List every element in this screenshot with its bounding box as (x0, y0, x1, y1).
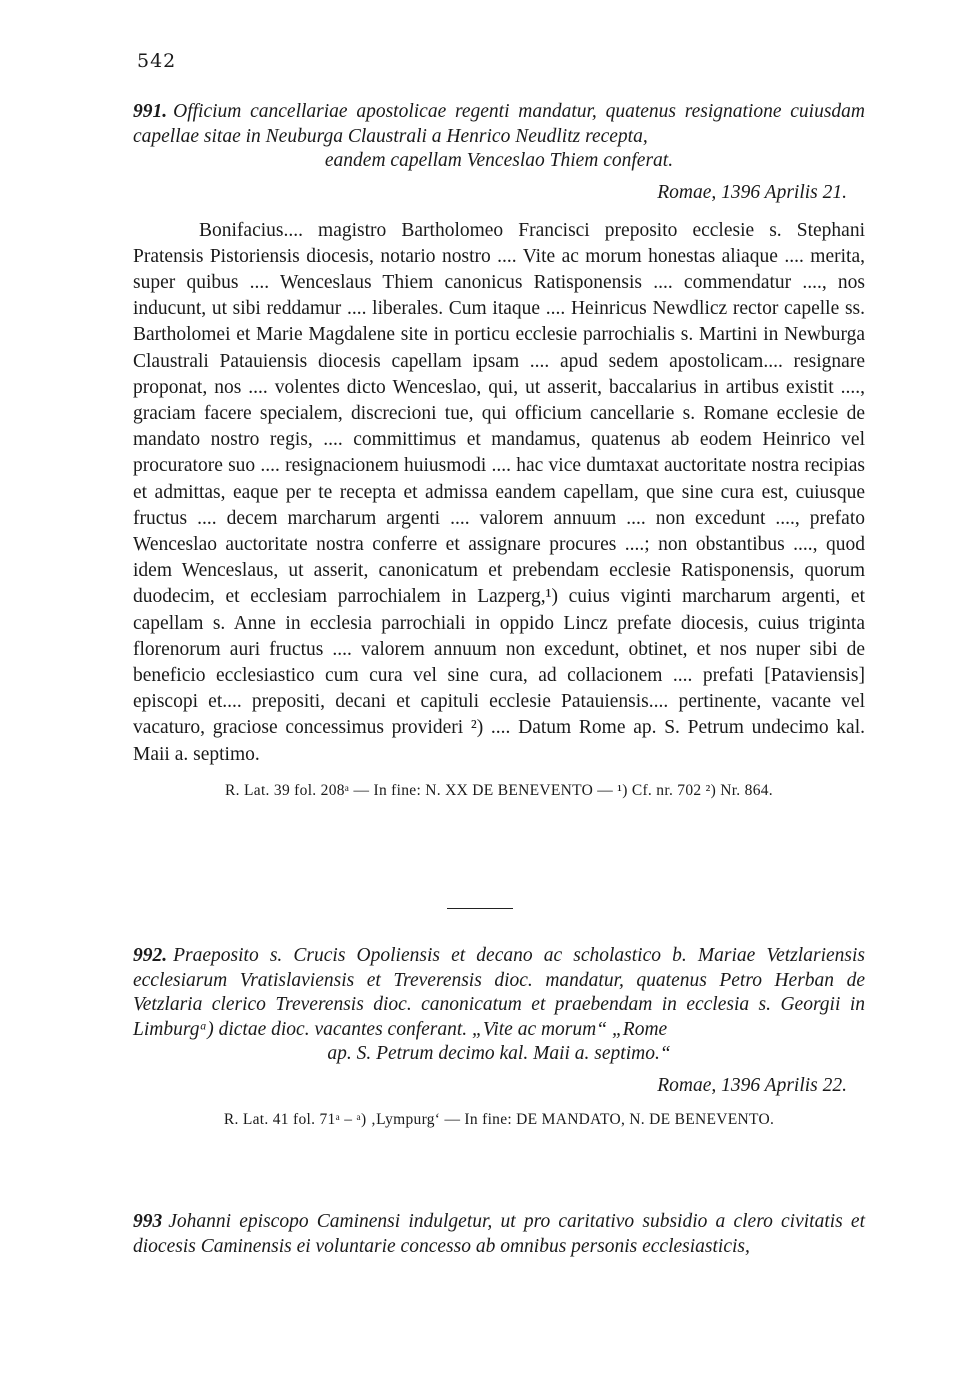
regest (133, 944, 865, 1067)
regest-text: Praeposito s. Crucis Opoliensis et decano ac scholastico b. Mariae Vetzlariensis ecclesiarum Vratislaviensis et Treverensis dioc. mandatur, quatenus Petro Herban de Vetzlaria clerico Treverensis dioc. canonicatum et praebendam in ecclesia s. Georgii in Limburgᵃ) dictae dioc. vacantes conferant. „Vite ac morum“ „Rome (133, 945, 865, 1040)
source-note: R. Lat. 39 fol. 208ᵃ — In fine: N. XX DE BENEVENTO — ¹) Cf. nr. 702 ²) Nr. 864. (225, 781, 773, 799)
entry-993 (133, 1210, 865, 1259)
date-line: Romae, 1396 Aprilis 21. (657, 181, 847, 203)
regest-text: Officium cancellariae apostolicae regenti mandatur, quatenus resignatione cuiusdam capellae sitae in Neuburga Claustrali a Henrico Neudlitz recepta, (133, 101, 865, 147)
regest-text: Johanni episcopo Caminensi indulgetur, ut pro caritativo subsidio a clero civitatis et diocesis Caminensis ei voluntarie concesso ab omnibus personis ecclesiasticis, (133, 1211, 865, 1257)
regest-last-line: eandem capellam Venceslao Thiem conferat. (324, 150, 674, 171)
separator-rule (447, 908, 513, 909)
regest (133, 1210, 865, 1259)
regest (133, 100, 865, 174)
entry-number: 991. (133, 101, 168, 122)
date-line: Romae, 1396 Aprilis 22. (657, 1074, 847, 1096)
entry-number: 993 (133, 1211, 163, 1232)
document-body: Bonifacius.... magistro Bartholomeo Francisci preposito ecclesie s. Stephani Pratensis Pistoriensis diocesis, notario nostro .... Vite ac morum honestas aliaque .... merita, super quibus .... Wenceslaus Thiem canonicus Ratisponensis .... commendatur ...., nos inducunt, ut sibi reddamur .... liberales. Cum itaque .... Heinricus Newdlicz rector capelle ss. Bartholomei et Marie Magdalene site in porticu ecclesie parrochialis s. Martini in Newburga Claustrali Patauiensis diocesis capellam ipsam .... apud sedem apostolicam.... resignare proponat, nos .... volentes dicto Wenceslao, qui, ut asserit, baccalarius in artibus existit ...., graciam facere specialem, discrecioni tue, qui officium cancellarie s. Romane ecclesie de mandato nostro regis, .... committimus et mandamus, quatenus ab eodem Heinrico vel procuratore suo .... resignacionem huiusmodi .... hac vice dumtaxat auctoritate nostra recipias et admittas, eaque per te recepta et admissa eandem capellam, que sine cura est, cuiusque fructus .... decem marcharum argenti .... valorem annuum .... non excedunt ...., prefato Wenceslao auctoritate nostra conferre et assignare procures ....; non obstantibus ...., quod idem Wenceslaus, ut asserit, canonicatum et prebendam ecclesie Ratisponensis, quorum duodecim, et ecclesiam parrochialem in Lazperg,¹) cuius viginti marcharum argenti, et capellam s. Anne in ecclesia parrochiali in oppido Lincz prefate diocesis, cuius triginta florenorum auri fructus .... valorem annuum non excedunt, obtinet, et nos nuper sibi de beneficio ecclesiastico cum cura vel sine cura, ad collacionem .... prefati [Pataviensis] episcopi et.... prepositi, decani et capituli ecclesie Patauiensis.... pertinente, vacante vel vacaturo, graciose concessimus provideri ²) .... Datum Rome ap. S. Petrum undecimo kal. Maii a. septimo. (133, 219, 865, 765)
entry-number: 992. (133, 945, 168, 966)
entry-992 (133, 944, 865, 1129)
entry-991 (133, 100, 865, 800)
regest-last-line: ap. S. Petrum decimo kal. Maii a. septimo.“ (327, 1043, 671, 1064)
page-number: 542 (137, 50, 177, 72)
source-note: R. Lat. 41 fol. 71ᵃ – ᵃ) ‚Lympurg‘ — In fine: DE MANDATO, N. DE BENEVENTO. (223, 1110, 775, 1128)
